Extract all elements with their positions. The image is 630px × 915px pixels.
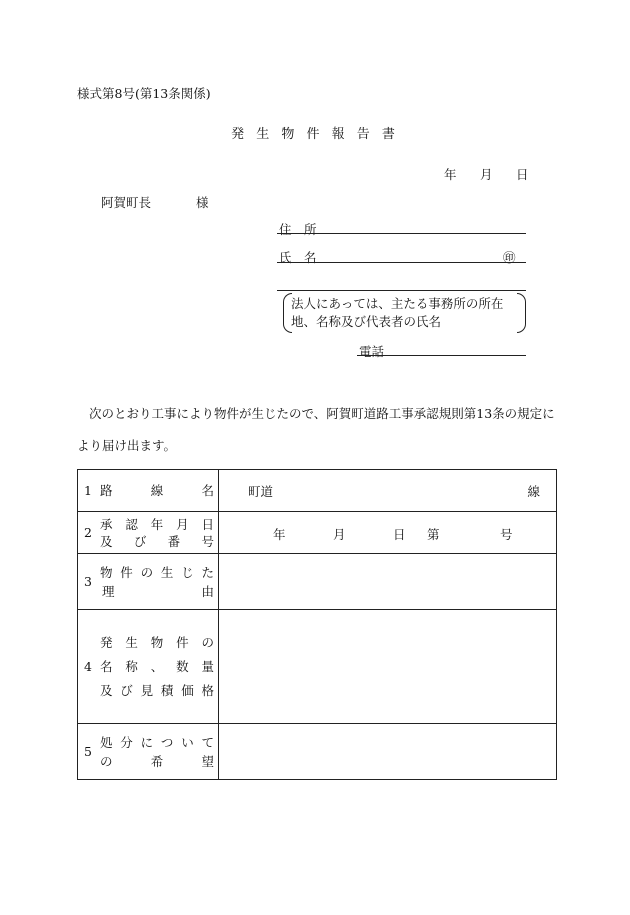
approval-year: 年 bbox=[273, 526, 286, 542]
approval-gou: 号 bbox=[500, 526, 513, 542]
label-line: 承 認 年 月 日 bbox=[100, 516, 214, 532]
date-year-label: 年 bbox=[444, 167, 457, 182]
table-row-items bbox=[78, 610, 557, 724]
label-line: 処 分 に つ い て bbox=[100, 734, 214, 750]
addressee-honorific: 様 bbox=[196, 195, 209, 210]
right-paren bbox=[517, 293, 526, 333]
corporate-note bbox=[283, 293, 526, 333]
seal-mark: ㊞ bbox=[503, 250, 516, 265]
name-field[interactable] bbox=[277, 262, 526, 263]
table-row-route bbox=[78, 470, 557, 512]
table-row-disposal bbox=[78, 724, 557, 780]
items-field[interactable] bbox=[219, 610, 557, 724]
table-row-approval bbox=[78, 512, 557, 554]
route-name-field[interactable] bbox=[219, 470, 557, 512]
label-line: 理 由 bbox=[102, 583, 214, 599]
approval-month: 月 bbox=[333, 526, 346, 542]
label-disposal-wish bbox=[98, 724, 219, 780]
address-field[interactable] bbox=[277, 233, 526, 234]
reason-field[interactable] bbox=[219, 554, 557, 610]
label-line: 及 び 番 号 bbox=[100, 533, 214, 549]
row-number: 3 bbox=[78, 554, 99, 610]
phone-label: 電話 bbox=[359, 344, 385, 359]
label-line: 路 線 名 bbox=[100, 482, 214, 498]
row-number: 4 bbox=[78, 610, 99, 724]
name-label: 氏 名 bbox=[279, 250, 317, 265]
route-suffix: 線 bbox=[527, 483, 540, 499]
table-row-reason bbox=[78, 554, 557, 610]
phone-field[interactable] bbox=[357, 355, 526, 356]
form-number: 様式第8号(第13条関係) bbox=[77, 86, 211, 101]
address-label: 住 所 bbox=[279, 222, 317, 237]
report-table bbox=[77, 469, 557, 780]
label-reason bbox=[98, 554, 219, 610]
date-month-label: 月 bbox=[480, 167, 493, 182]
body-text: 次のとおり工事により物件が生じたので、阿賀町道路工事承認規則第13条の規定により届け出ます。 bbox=[77, 406, 555, 453]
date-day-label: 日 bbox=[516, 167, 529, 182]
corporate-note-text: 法人にあっては、主たる事務所の所在地、名称及び代表者の氏名 bbox=[291, 296, 504, 329]
extra-name-field[interactable] bbox=[277, 290, 526, 291]
label-route-name bbox=[98, 470, 219, 512]
label-items-quantity-price bbox=[98, 610, 219, 724]
approval-date-number-field[interactable] bbox=[219, 512, 557, 554]
disposal-wish-field[interactable] bbox=[219, 724, 557, 780]
label-line: の 希 望 bbox=[100, 753, 214, 769]
row-number: 5 bbox=[78, 724, 99, 780]
label-line: 及 び 見 積 価 格 bbox=[100, 682, 214, 698]
label-line: 発 生 物 件 の bbox=[100, 634, 214, 650]
approval-dai: 第 bbox=[427, 526, 440, 542]
label-line: 物 件 の 生 じ た bbox=[100, 564, 214, 580]
document-title: 発 生 物 件 報 告 書 bbox=[231, 127, 399, 142]
row-number: 2 bbox=[78, 512, 99, 554]
row-number: 1 bbox=[78, 470, 99, 512]
addressee: 阿賀町長 bbox=[101, 195, 152, 210]
route-prefix: 町道 bbox=[248, 483, 274, 499]
label-approval-date-number bbox=[98, 512, 219, 554]
approval-day: 日 bbox=[393, 526, 406, 542]
label-line: 名 称 、 数 量 bbox=[100, 658, 214, 674]
